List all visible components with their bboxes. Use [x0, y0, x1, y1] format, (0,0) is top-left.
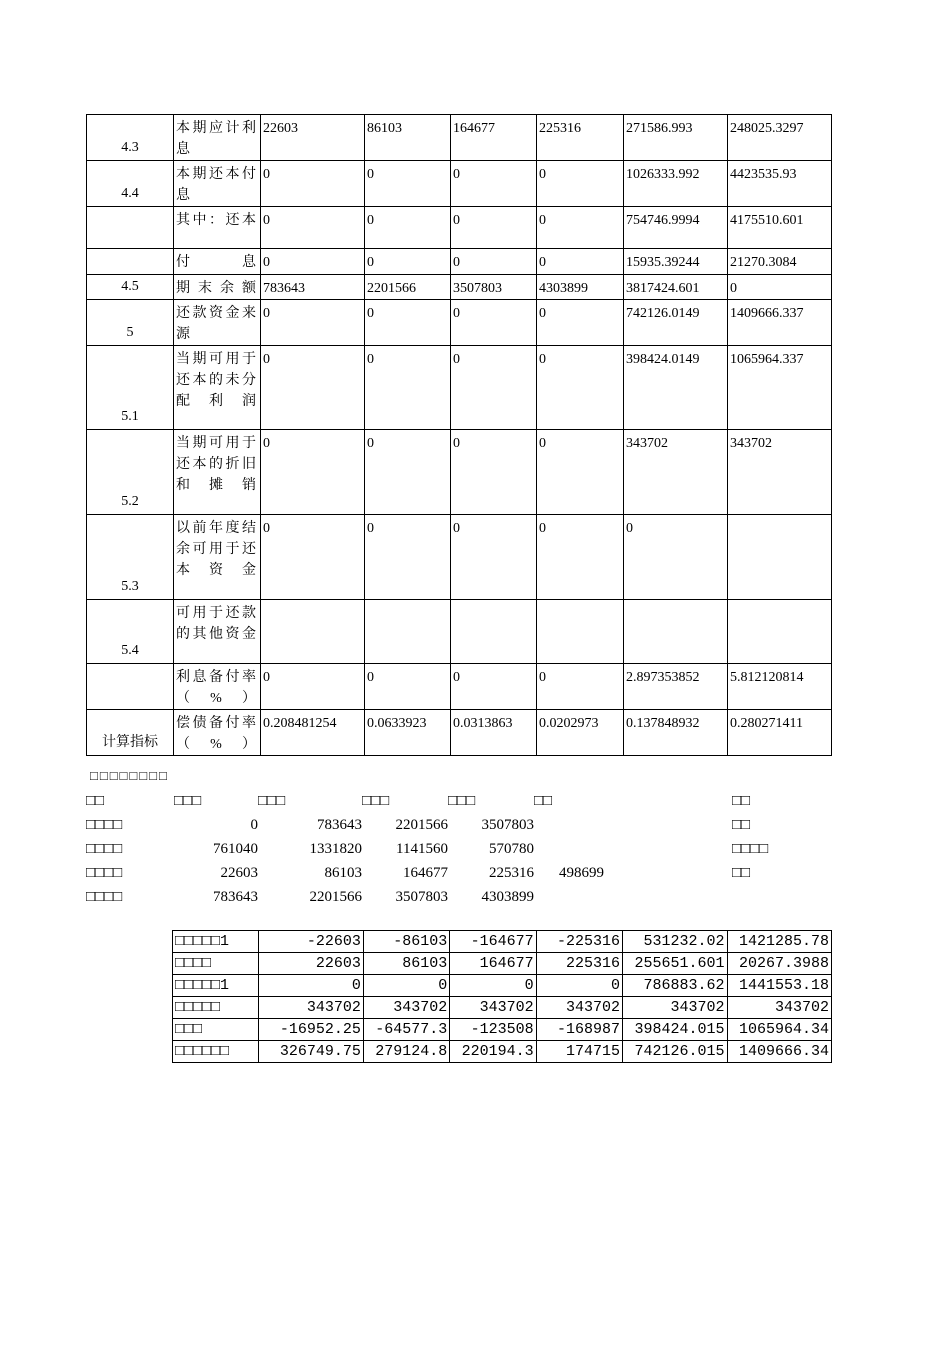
table-cell: 0.0633923: [365, 710, 451, 756]
table-row: [87, 600, 832, 664]
calc-cell: 22603: [259, 953, 363, 975]
table-cell: 0: [624, 515, 728, 600]
calc-cell: 326749.75: [259, 1041, 363, 1063]
table-cell: 15935.39244: [624, 249, 728, 275]
calc-row: [173, 1019, 832, 1041]
table-row: [87, 430, 832, 515]
table-cell: 2.897353852: [624, 664, 728, 710]
summary-cell: □□□□: [732, 840, 769, 857]
table-row: [87, 115, 832, 161]
table-cell: 0: [261, 207, 365, 249]
table-cell: 271586.993: [624, 115, 728, 161]
table-cell: 0: [537, 300, 624, 346]
table-cell: 0: [365, 207, 451, 249]
table-cell: 86103: [365, 115, 451, 161]
row-number: 4.5: [87, 275, 174, 300]
table-cell: 248025.3297: [728, 115, 832, 161]
calc-cell: 742126.015: [623, 1041, 727, 1063]
calc-cell: 164677: [450, 953, 536, 975]
row-label: 可用于还款的其他资金: [174, 600, 261, 664]
table-row: [87, 664, 832, 710]
table-cell: 0: [537, 161, 624, 207]
table-cell: 0: [365, 515, 451, 600]
summary-cell: 164677: [403, 864, 448, 881]
summary-cell: 1331820: [309, 840, 362, 857]
row-label: 期末余额: [174, 275, 261, 300]
table-cell: [451, 600, 537, 664]
calc-row: [173, 1041, 832, 1063]
table-cell: 21270.3084: [728, 249, 832, 275]
calc-cell: 0: [363, 975, 449, 997]
table-cell: 1409666.337: [728, 300, 832, 346]
calc-cell: 398424.015: [623, 1019, 727, 1041]
summary-cell: □□: [732, 816, 751, 833]
row-label: 当期可用于还本的折旧和摊销: [174, 430, 261, 515]
table-cell: 0.137848932: [624, 710, 728, 756]
calc-cell: 343702: [536, 997, 622, 1019]
table-row: [87, 249, 832, 275]
summary-cell: 0: [250, 816, 258, 833]
calc-cell: 0: [450, 975, 536, 997]
calc-cell: -64577.3: [363, 1019, 449, 1041]
summary-cell: 570780: [489, 840, 534, 857]
table-cell: 4175510.601: [728, 207, 832, 249]
table-cell: 3507803: [451, 275, 537, 300]
summary-cell: □□: [86, 792, 105, 809]
table-cell: 0: [451, 249, 537, 275]
calc-cell: 1065964.34: [727, 1019, 832, 1041]
table-cell: 4423535.93: [728, 161, 832, 207]
table-cell: 4303899: [537, 275, 624, 300]
table-cell: 1026333.992: [624, 161, 728, 207]
summary-cell: 22603: [220, 864, 258, 881]
row-label: 付息: [174, 249, 261, 275]
summary-cell: 86103: [324, 864, 362, 881]
row-label: 其中：还本: [174, 207, 261, 249]
calc-cell: 1409666.34: [727, 1041, 832, 1063]
calc-label: □□□: [173, 1019, 259, 1041]
table-cell: 0: [537, 664, 624, 710]
table-cell: 0: [451, 430, 537, 515]
summary-cell: □□: [732, 792, 751, 809]
row-label: 利息备付率（%）: [174, 664, 261, 710]
summary-cell: 2201566: [309, 888, 362, 905]
table-cell: [624, 600, 728, 664]
summary-cell: □□□: [448, 792, 476, 809]
table-cell: 5.812120814: [728, 664, 832, 710]
calc-cell: 174715: [536, 1041, 622, 1063]
table-cell: 0: [365, 664, 451, 710]
table-row: [87, 710, 832, 756]
calc-cell: 1441553.18: [727, 975, 832, 997]
row-label: 偿债备付率（%）: [174, 710, 261, 756]
row-number: 5.3: [87, 515, 174, 600]
table-cell: 0: [451, 346, 537, 430]
table-row: [87, 207, 832, 249]
calc-cell: -86103: [363, 931, 449, 953]
table-cell: 1065964.337: [728, 346, 832, 430]
calc-row: [173, 931, 832, 953]
table-cell: 0.0313863: [451, 710, 537, 756]
summary-cell: 498699: [559, 864, 604, 881]
row-number: 4.3: [87, 115, 174, 161]
table-row: [87, 275, 832, 300]
summary-cell: 2201566: [395, 816, 448, 833]
table-cell: 225316: [537, 115, 624, 161]
table-cell: 0: [365, 161, 451, 207]
table-cell: 3817424.601: [624, 275, 728, 300]
summary-row: [86, 885, 784, 909]
calc-cell: 343702: [363, 997, 449, 1019]
calc-label: □□□□□□: [173, 1041, 259, 1063]
calc-label: □□□□□: [173, 997, 259, 1019]
summary-cell: [534, 885, 724, 909]
table-cell: 398424.0149: [624, 346, 728, 430]
calc-cell: 531232.02: [623, 931, 727, 953]
table-row: [87, 346, 832, 430]
calc-cell: 343702: [623, 997, 727, 1019]
summary-cell: □□□□: [86, 816, 123, 833]
table-cell: 0.0202973: [537, 710, 624, 756]
table-cell: 0: [728, 275, 832, 300]
summary-cell: 1141560: [396, 840, 448, 857]
calc-cell: 343702: [450, 997, 536, 1019]
table-cell: 0: [261, 300, 365, 346]
table-cell: 0: [451, 161, 537, 207]
table-cell: 0: [537, 207, 624, 249]
summary-cell: □□□□: [86, 864, 123, 881]
calc-table: [172, 930, 832, 1063]
calc-cell: 220194.3: [450, 1041, 536, 1063]
row-label: 本期应计利息: [174, 115, 261, 161]
table-cell: 0: [451, 515, 537, 600]
table-cell: 0: [451, 664, 537, 710]
calc-label: □□□□□1: [173, 975, 259, 997]
calc-row: [173, 975, 832, 997]
calc-label: □□□□: [173, 953, 259, 975]
table-cell: 754746.9994: [624, 207, 728, 249]
table-cell: 0: [261, 161, 365, 207]
table-cell: 0.208481254: [261, 710, 365, 756]
summary-cell: [534, 837, 724, 861]
summary-cell: [724, 885, 784, 909]
calc-cell: 1421285.78: [727, 931, 832, 953]
table-cell: 0: [537, 515, 624, 600]
table-cell: 0: [451, 207, 537, 249]
table-cell: 0: [261, 430, 365, 515]
calc-label: □□□□□1: [173, 931, 259, 953]
row-number: 计算指标: [87, 710, 174, 756]
row-number: [87, 664, 174, 710]
calc-cell: -164677: [450, 931, 536, 953]
calc-cell: 86103: [363, 953, 449, 975]
calc-cell: 225316: [536, 953, 622, 975]
summary-cell: 225316: [489, 864, 534, 881]
row-label: 本期还本付息: [174, 161, 261, 207]
table-cell: 2201566: [365, 275, 451, 300]
table-cell: 0: [261, 515, 365, 600]
table-cell: 0: [451, 300, 537, 346]
calc-cell: -123508: [450, 1019, 536, 1041]
summary-cell: 783643: [317, 816, 362, 833]
summary-cell: 4303899: [481, 888, 534, 905]
calc-cell: -168987: [536, 1019, 622, 1041]
calc-cell: 343702: [259, 997, 363, 1019]
calc-cell: 0: [259, 975, 363, 997]
calc-row: [173, 953, 832, 975]
table-cell: 0: [261, 346, 365, 430]
table-cell: [728, 600, 832, 664]
summary-cell: 783643: [213, 888, 258, 905]
table-cell: [728, 515, 832, 600]
summary-table: [86, 789, 784, 909]
table-row: [87, 300, 832, 346]
table-cell: 0: [537, 430, 624, 515]
summary-cell: □□□□: [86, 888, 123, 905]
summary-row: [86, 837, 784, 861]
table-cell: 343702: [624, 430, 728, 515]
row-label: 以前年度结余可用于还本资金: [174, 515, 261, 600]
table-cell: 0: [365, 346, 451, 430]
row-label: 还款资金来源: [174, 300, 261, 346]
table-cell: 164677: [451, 115, 537, 161]
summary-cell: 3507803: [481, 816, 534, 833]
row-number: 5: [87, 300, 174, 346]
calc-cell: -22603: [259, 931, 363, 953]
calc-cell: -225316: [536, 931, 622, 953]
summary-cell: □□: [732, 864, 751, 881]
calc-cell: 786883.62: [623, 975, 727, 997]
section-title: □□□□□□□□: [90, 768, 169, 783]
calc-row: [173, 997, 832, 1019]
table-cell: 0.280271411: [728, 710, 832, 756]
table-cell: 0: [537, 346, 624, 430]
table-row: [87, 515, 832, 600]
calc-cell: -16952.25: [259, 1019, 363, 1041]
row-label: 当期可用于还本的未分配利润: [174, 346, 261, 430]
summary-cell: □□□□: [86, 840, 123, 857]
summary-cell: □□□: [174, 792, 202, 809]
summary-cell: □□: [534, 792, 553, 809]
summary-cell: □□□: [258, 792, 286, 809]
table-row: [87, 161, 832, 207]
row-number: 4.4: [87, 161, 174, 207]
table-cell: 0: [261, 249, 365, 275]
summary-row: [86, 789, 784, 813]
calc-cell: 20267.3988: [727, 953, 832, 975]
calc-cell: 279124.8: [363, 1041, 449, 1063]
table-cell: 0: [537, 249, 624, 275]
row-number: 5.1: [87, 346, 174, 430]
summary-cell: [534, 813, 724, 837]
calc-cell: 255651.601: [623, 953, 727, 975]
table-cell: 783643: [261, 275, 365, 300]
table-cell: [365, 600, 451, 664]
summary-cell: 761040: [213, 840, 258, 857]
row-number: 5.4: [87, 600, 174, 664]
row-number: [87, 207, 174, 249]
summary-row: [86, 813, 784, 837]
summary-row: [86, 861, 784, 885]
table-cell: 0: [365, 430, 451, 515]
table-cell: [537, 600, 624, 664]
table-cell: [261, 600, 365, 664]
row-number: [87, 249, 174, 275]
table-cell: 0: [261, 664, 365, 710]
table-cell: 742126.0149: [624, 300, 728, 346]
summary-cell: 3507803: [395, 888, 448, 905]
table-cell: 0: [365, 249, 451, 275]
calc-cell: 343702: [727, 997, 832, 1019]
table-cell: 0: [365, 300, 451, 346]
table-cell: 22603: [261, 115, 365, 161]
calc-cell: 0: [536, 975, 622, 997]
table-cell: 343702: [728, 430, 832, 515]
summary-cell: □□□: [362, 792, 390, 809]
row-number: 5.2: [87, 430, 174, 515]
repayment-table: [86, 114, 832, 756]
